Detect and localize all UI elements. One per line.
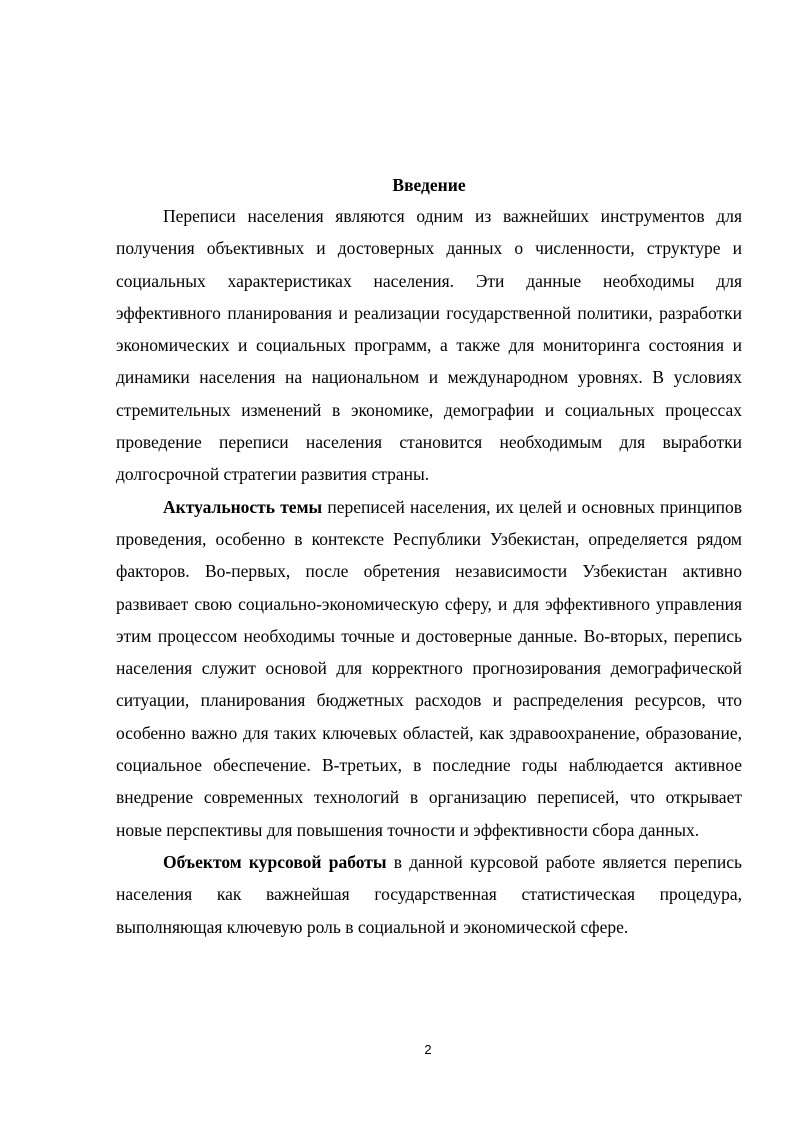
paragraph-text: Переписи населения являются одним из важнейших инструментов для получения объективных и достоверных данных о численности, структуре и социальных характеристиках населения. Эти данные необходимы для эффективного планирования и реализации государственной политики, разработки экономических и социальных программ, а также для мониторинга состояния и динамики населения на национальном и международном уровнях. В условиях стремительных изменений в экономике, демографии и социальных процессах проведение переписи населения становится необходимым для выработки долгосрочной стратегии развития страны.: [116, 206, 742, 485]
intro-paragraph: [116, 200, 742, 491]
object-paragraph: [116, 846, 742, 943]
paragraph-lead: Объектом курсовой работы: [163, 851, 387, 872]
paragraph-text: переписей населения, их целей и основных принципов проведения, особенно в контексте Республики Узбекистан, определяется рядом факторов. Во-первых, после обретения независимости Узбекистан активно развивает свою социально-экономическую сферу, и для эффективного управления этим процессом необходимы точные и достоверные данные. Во-вторых, перепись населения служит основой для корректного прогнозирования демографической ситуации, планирования бюджетных расходов и распределения ресурсов, что особенно важно для таких ключевых областей, как здравоохранение, образование, социальное обеспечение. В-третьих, в последние годы наблюдается активное внедрение современных технологий в организацию переписей, что открывает новые перспективы для повышения точности и эффективности сбора данных.: [116, 496, 742, 840]
section-heading: Введение: [392, 175, 466, 195]
page-body: [116, 171, 742, 943]
page-number: 2: [424, 1042, 432, 1057]
paragraph-lead: Актуальность темы: [163, 496, 323, 517]
relevance-paragraph: [116, 491, 742, 846]
paragraph-text: в данной курсовой работе является перепись населения как важнейшая государственная статистическая процедура, выполняющая ключевую роль в социальной и экономической сфере.: [116, 851, 742, 937]
